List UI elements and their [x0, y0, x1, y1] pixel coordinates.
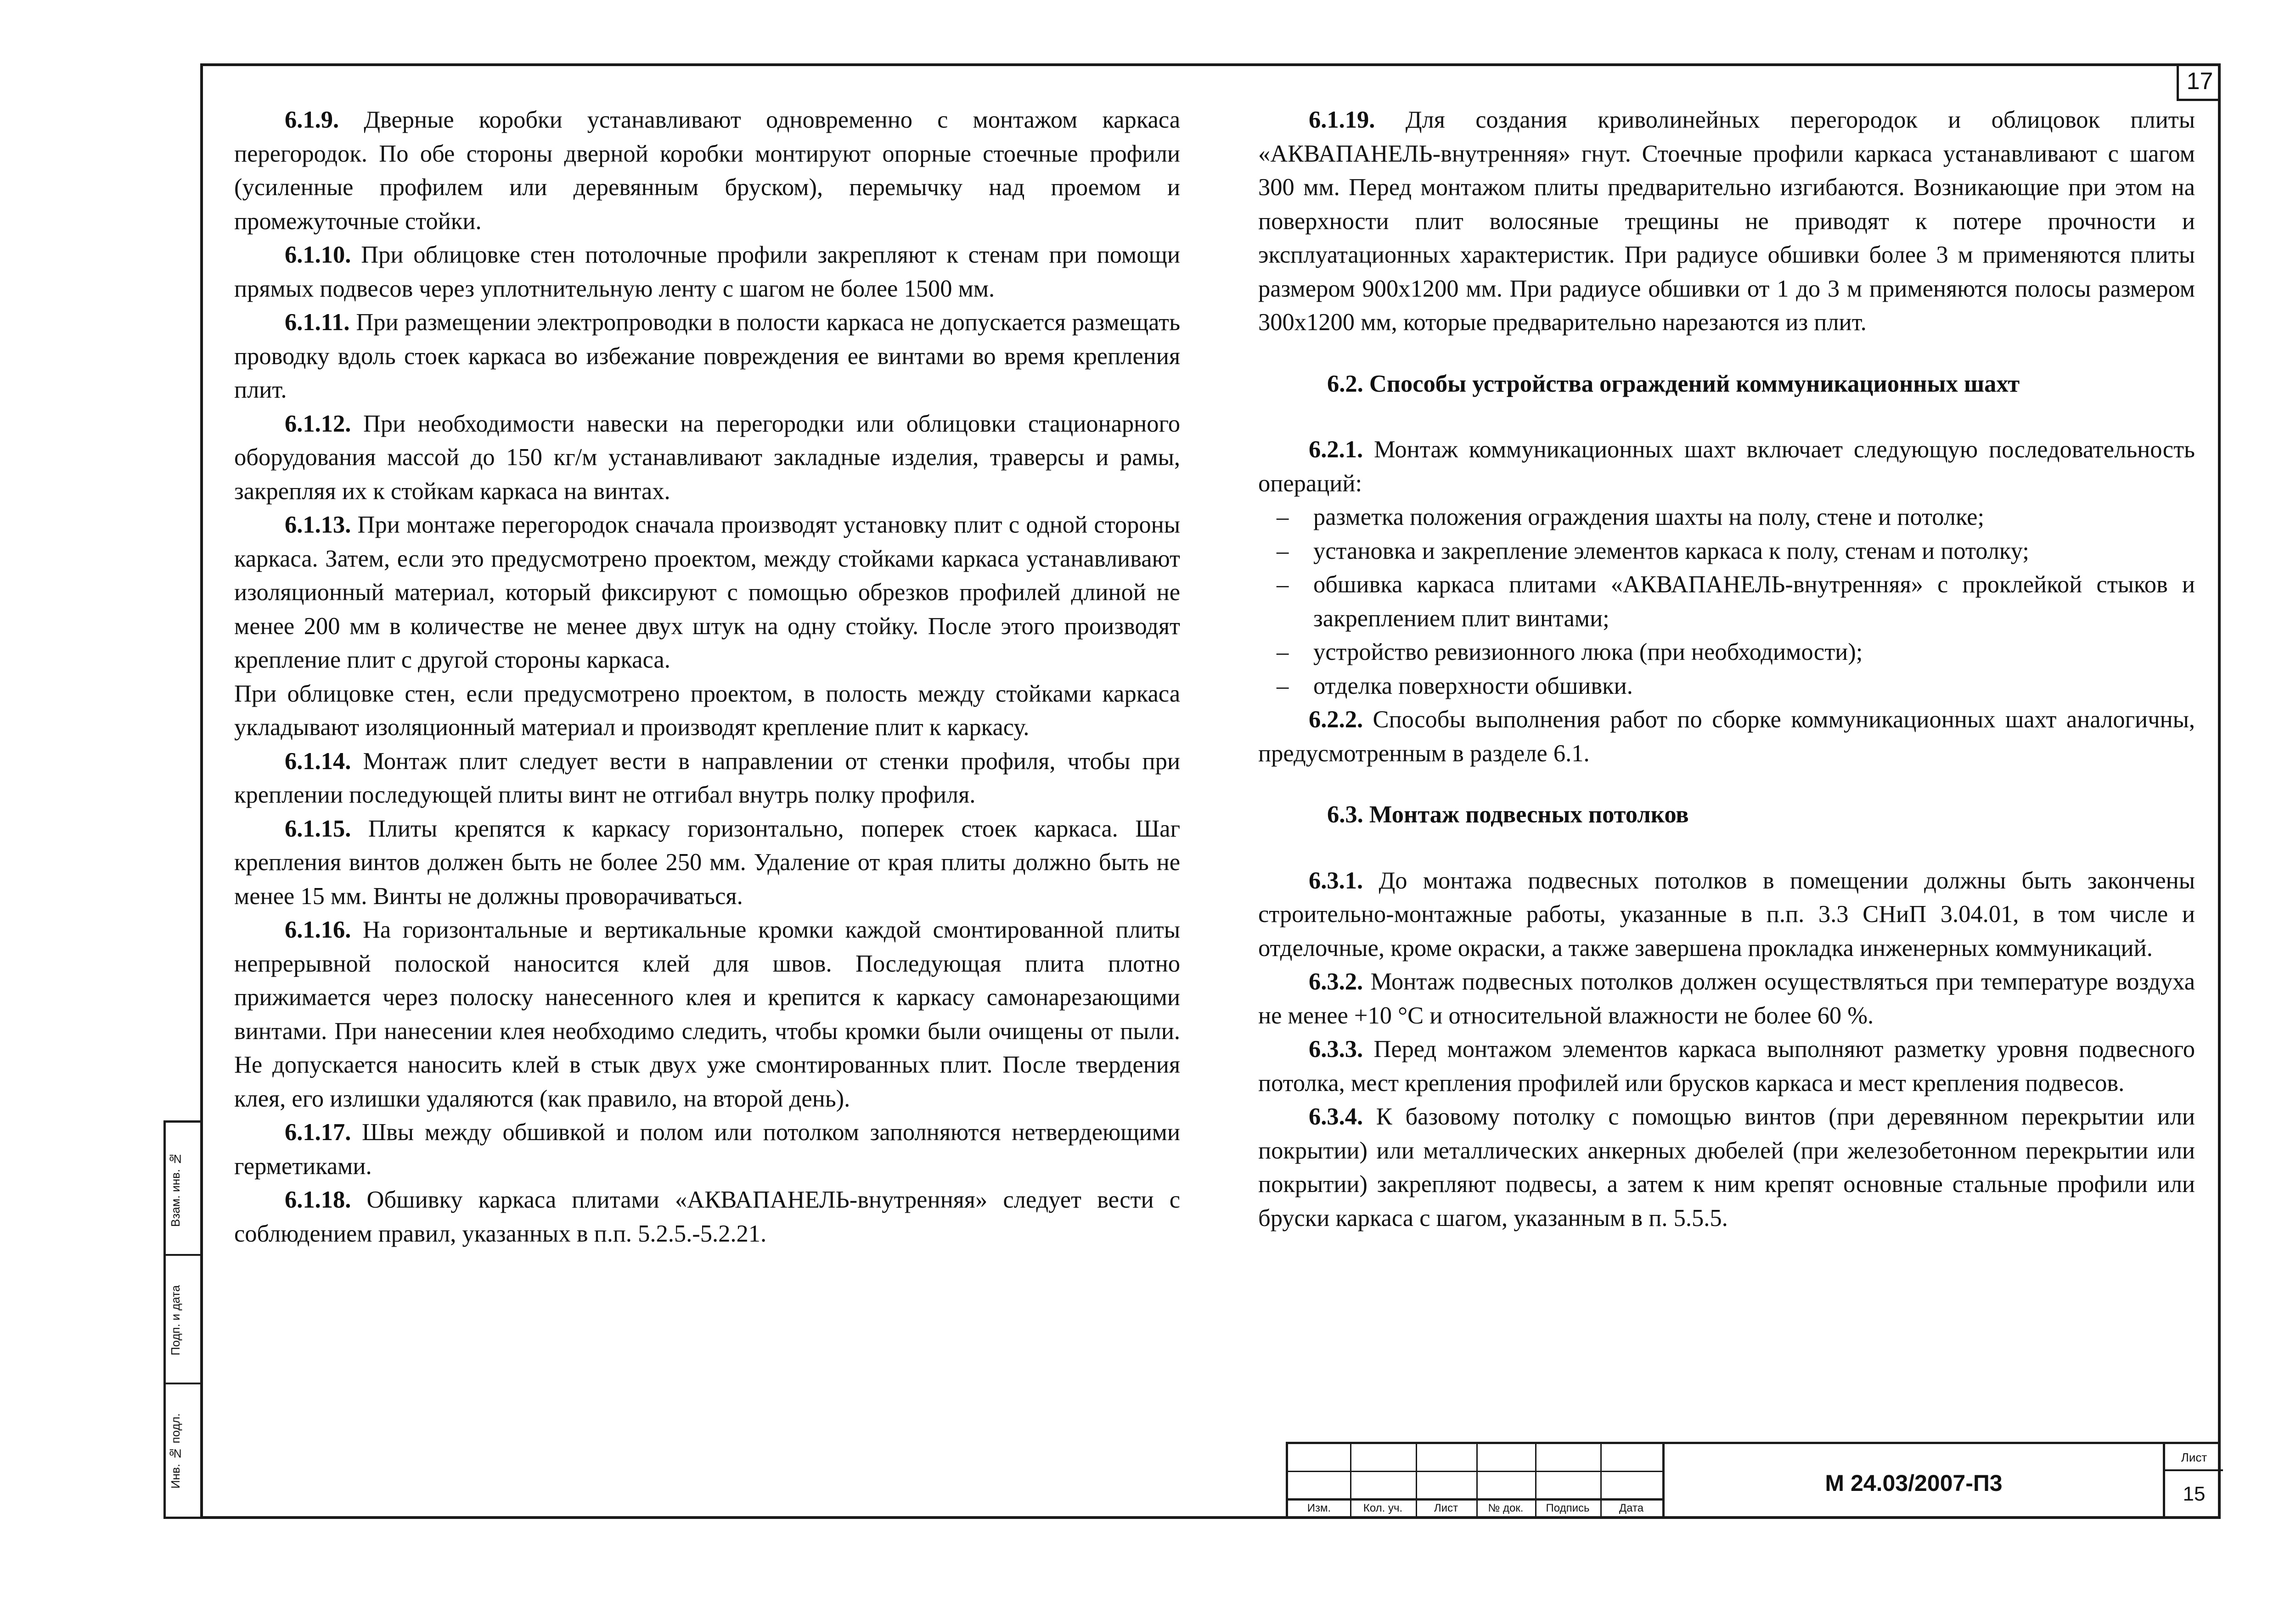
paragraph-6-1-13: 6.1.13. При монтаже перегородок сначала производят установку плит с одной стороны каркаса. Затем, если это предусмотрено проектом, между стойками каркаса устанавливают изоляционный материал, который фиксируют с помощью обрезков профилей длиной не менее 200 мм в количестве не менее двух штук на одну стойку. После этого производят крепление плит с другой стороны каркаса. — [234, 512, 1180, 673]
paragraph-6-2-1: 6.2.1. Монтаж коммуникационных шахт включает следующую последовательность операций: — [1258, 436, 2195, 497]
paragraph-6-1-9: 6.1.9. Дверные коробки устанавливают одновременно с монтажом каркаса перегородок. По обе стороны дверной коробки монтируют опорные стоечные профили (усиленные профилем или деревянным бруском), перемычку над проемом и промежуточные стойки. — [234, 107, 1180, 235]
paragraph-6-1-17: 6.1.17. Швы между обшивкой и полом или потолком заполняются нетвердеющими герметиками. — [234, 1119, 1181, 1180]
paragraph-6-1-10: 6.1.10. При облицовке стен потолочные профили закрепляют к стенам при помощи прямых подвесов через уплотнительную ленту с шагом не более 1500 мм. — [234, 242, 1181, 302]
strip-label-podp: Подп. и дата — [169, 1285, 182, 1355]
sheet-label: Лист — [2165, 1444, 2223, 1471]
paragraph-6-1-16: 6.1.16. На горизонтальные и вертикальные кромки каждой смонтированной плиты непрерывной полоской наносится клей для швов. Последующая плита плотно прижимается через полоску нанесенного клея и крепится к каркасу самонарезающими винтами. При нанесении клея необходимо следить, чтобы кромки были очищены от пыли. Не допускается наносить клей в стык двух уже смонтированных плит. После твердения клея, его излишки удаляются (как правило, на второй день). — [234, 916, 1180, 1112]
side-stamp-strip — [163, 1120, 203, 1519]
paragraph-6-1-13-cont: При облицовке стен, если предусмотрено проектом, в полость между стойками каркаса укладывают изоляционный материал и производят крепление плит к каркасу. — [234, 680, 1180, 741]
title-block — [1286, 1442, 2221, 1519]
list-item: – устройство ревизионного люка (при необходимости); — [1277, 639, 1863, 665]
header-list: Лист — [1434, 1502, 1458, 1514]
paragraph-6-3-1: 6.3.1. До монтажа подвесных потолков в помещении должны быть закончены строительно-монтажные работы, указанные в п.п. 3.3 СНиП 3.04.01, в том числе и отделочные, кроме окраски, а также завершена прокладка инженерных коммуникаций. — [1258, 867, 2195, 961]
paragraph-6-1-19: 6.1.19. Для создания криволинейных перегородок и облицовок плиты «АКВАПАНЕЛЬ-внутренняя» гнут. Стоечные профили каркаса устанавливают с шагом 300 мм. Перед монтажом плиты предварительно изгибаются. Возникающие при этом на поверхности плит волосяные трещины не приводят к потере прочности и эксплуатационных характеристик. При радиусе обшивки более 3 м применяются плиты размером 900x1200 мм. При радиусе обшивки от 1 до 3 м применяются полосы размером 300x1200 мм, которые предварительно нарезаются из плит. — [1258, 107, 2195, 336]
paragraph-6-2-2: 6.2.2. Способы выполнения работ по сборке коммуникационных шахт аналогичны, предусмотренным в разделе 6.1. — [1258, 706, 2195, 767]
strip-cell-podp — [166, 1256, 203, 1384]
document-code: М 24.03/2007-П3 — [1662, 1444, 2163, 1519]
header-signature: Подпись — [1546, 1502, 1590, 1514]
header-kol-uch: Кол. уч. — [1363, 1502, 1403, 1514]
strip-cell-vzam — [166, 1123, 203, 1256]
paragraph-6-3-4: 6.3.4. К базовому потолку с помощью винтов (при деревянном перекрытии или покрытии) или металлических анкерных дюбелей (при железобетонном перекрытии или покрытии) закрепляют подвесы, а затем к ним крепят основные стальные профили или бруски каркаса с шагом, указанным в п. 5.5.5. — [1258, 1103, 2195, 1231]
list-item: – обшивка каркаса плитами «АКВАПАНЕЛЬ-внутренняя» с проклейкой стыков и закреплением плит винтами; — [1277, 571, 2195, 632]
strip-label-vzam: Взам. инв. № — [169, 1152, 182, 1227]
page-number: 17 — [2177, 63, 2221, 101]
list-item: – установка и закрепление элементов каркаса к полу, стенам и потолку; — [1277, 537, 2029, 564]
header-izm: Изм. — [1307, 1502, 1331, 1514]
paragraph-6-3-3: 6.3.3. Перед монтажом элементов каркаса выполняют разметку уровня подвесного потолка, мест крепления профилей или брусков каркаса и мест крепления подвесов. — [1258, 1036, 2195, 1096]
grid-line — [1288, 1471, 1662, 1472]
strip-label-inv: Инв. № подл. — [169, 1413, 182, 1489]
paragraph-6-1-14: 6.1.14. Монтаж плит следует вести в направлении от стенки профиля, чтобы при креплении последующей плиты винт не отгибал внутрь полку профиля. — [234, 748, 1181, 808]
left-column — [234, 103, 1180, 1251]
paragraph-6-1-12: 6.1.12. При необходимости навески на перегородки или облицовки стационарного оборудования массой до 150 кг/м устанавливают закладные изделия, траверсы и рамы, закрепляя их к стойкам каркаса на винтах. — [234, 410, 1181, 505]
paragraph-6-1-11: 6.1.11. При размещении электропроводки в полости каркаса не допускается размещать проводку вдоль стоек каркаса во избежание повреждения ее винтами во время крепления плит. — [234, 309, 1181, 403]
header-doc-no: № док. — [1488, 1502, 1524, 1514]
sheet-box — [2163, 1444, 2223, 1519]
revision-grid — [1288, 1444, 1662, 1519]
section-heading-6-3: 6.3. Монтаж подвесных потолков — [1327, 801, 1689, 828]
paragraph-6-1-18: 6.1.18. Обшивку каркаса плитами «АКВАПАНЕЛЬ-внутренняя» следует вести с соблюдением правил, указанных в п.п. 5.2.5.-5.2.21. — [234, 1186, 1181, 1247]
strip-cell-inv — [166, 1384, 203, 1518]
paragraph-6-1-15: 6.1.15. Плиты крепятся к каркасу горизонтально, поперек стоек каркаса. Шаг крепления винтов должен быть не более 250 мм. Удаление от края плиты должно быть не менее 15 мм. Винты не должны проворачиваться. — [234, 815, 1181, 910]
list-item: – отделка поверхности обшивки. — [1277, 672, 1633, 699]
right-column — [1258, 103, 2195, 1235]
list-item: – разметка положения ограждения шахты на полу, стене и потолке; — [1277, 504, 1985, 530]
header-date: Дата — [1619, 1502, 1644, 1514]
sheet-number: 15 — [2183, 1483, 2206, 1505]
section-heading-6-2: 6.2. Способы устройства ограждений коммуникационных шахт — [1327, 370, 2020, 397]
paragraph-6-3-2: 6.3.2. Монтаж подвесных потолков должен осуществляться при температуре воздуха не менее +10 °C и относительной влажности не более 60 %. — [1258, 968, 2195, 1029]
